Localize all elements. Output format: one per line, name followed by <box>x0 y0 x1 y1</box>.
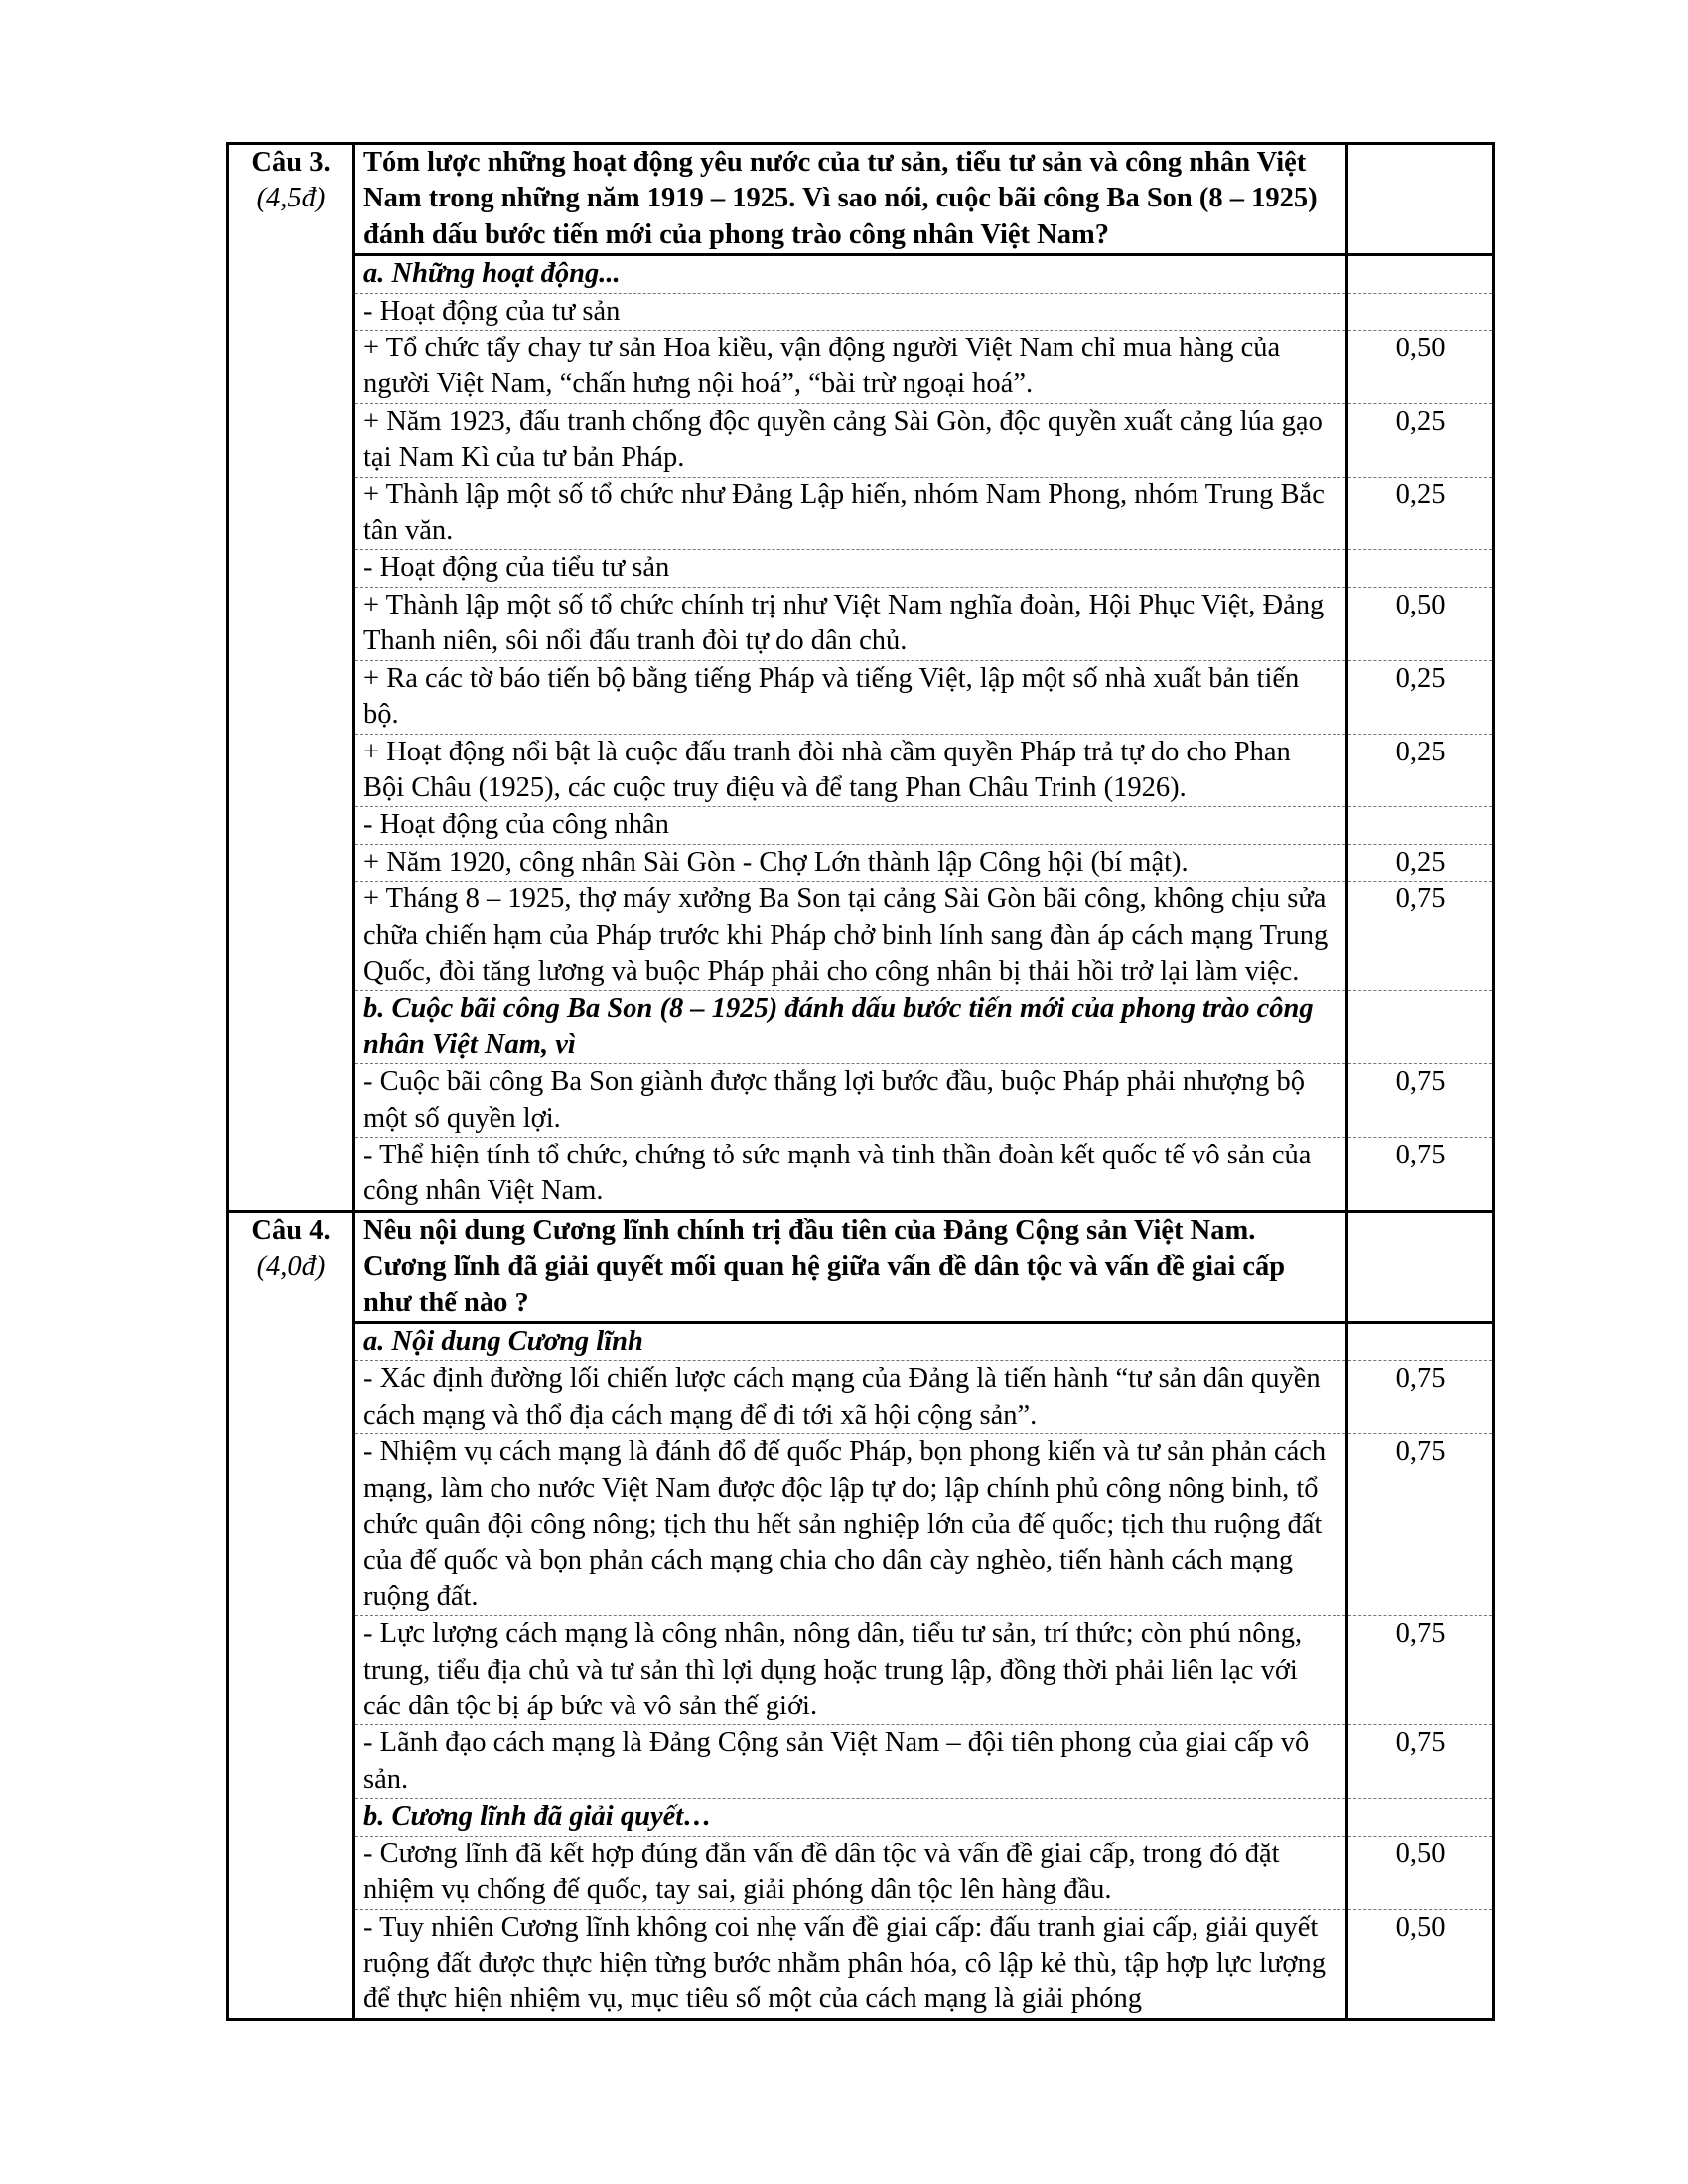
score-value: 0,75 <box>1347 1137 1494 1211</box>
answer-row <box>228 477 1494 550</box>
score-value: 0,25 <box>1347 844 1494 881</box>
question-score-cell <box>1347 1211 1494 1322</box>
answer-text: - Hoạt động của tiểu tư sản <box>354 550 1347 587</box>
score-value: 0,25 <box>1347 403 1494 477</box>
answer-row <box>228 331 1494 404</box>
score-value: 0,75 <box>1347 1434 1494 1616</box>
answer-row <box>228 734 1494 807</box>
score-value: 0,50 <box>1347 1909 1494 2019</box>
question-label: Câu 4. <box>251 1214 331 1246</box>
answer-text: + Ra các tờ báo tiến bộ bằng tiếng Pháp và tiếng Việt, lập một số nhà xuất bản tiến bộ. <box>354 660 1347 734</box>
answer-row <box>228 1361 1494 1434</box>
score-value: 0,75 <box>1347 1725 1494 1799</box>
score-value: 0,25 <box>1347 660 1494 734</box>
section-heading: b. Cương lĩnh đã giải quyết… <box>354 1799 1347 1836</box>
question-row <box>228 1211 1494 1322</box>
answer-text: - Cương lĩnh đã kết hợp đúng đắn vấn đề dân tộc và vấn đề giai cấp, trong đó đặt nhiệm vụ chống đế quốc, tay sai, giải phóng dân tộc lên hàng đầu. <box>354 1836 1347 1909</box>
answer-text: - Hoạt động của tư sản <box>354 293 1347 330</box>
answer-text: + Năm 1920, công nhân Sài Gòn - Chợ Lớn thành lập Công hội (bí mật). <box>354 844 1347 881</box>
answer-row <box>228 844 1494 881</box>
answer-row <box>228 660 1494 734</box>
score-value <box>1347 550 1494 587</box>
score-value <box>1347 1323 1494 1361</box>
section-heading: b. Cuộc bãi công Ba Son (8 – 1925) đánh dấu bước tiến mới của phong trào công nhân Việt Nam, vì <box>354 991 1347 1064</box>
answer-text: - Tuy nhiên Cương lĩnh không coi nhẹ vấn đề giai cấp: đấu tranh giai cấp, giải quyết ruộng đất được thực hiện từng bước nhằm phân hóa, cô lập kẻ thù, tập hợp lực lượng để thực hiện nhiệm vụ, mục tiêu số một của cách mạng là giải phóng <box>354 1909 1347 2019</box>
question-score-cell <box>1347 144 1494 255</box>
answer-text: - Xác định đường lối chiến lược cách mạng của Đảng là tiến hành “tư sản dân quyền cách mạng và thổ địa cách mạng để đi tới xã hội cộng sản”. <box>354 1361 1347 1434</box>
question-row <box>228 144 1494 255</box>
score-value: 0,75 <box>1347 1616 1494 1725</box>
answer-row <box>228 1434 1494 1616</box>
answer-text: - Cuộc bãi công Ba Son giành được thắng lợi bước đầu, buộc Pháp phải nhượng bộ một số quyền lợi. <box>354 1064 1347 1138</box>
answer-row <box>228 882 1494 991</box>
section-heading: a. Những hoạt động... <box>354 255 1347 293</box>
answer-row <box>228 1064 1494 1138</box>
answer-key-body <box>228 144 1494 2020</box>
answer-key-table <box>226 142 1495 2021</box>
score-value: 0,75 <box>1347 1064 1494 1138</box>
answer-text: + Thành lập một số tổ chức như Đảng Lập hiến, nhóm Nam Phong, nhóm Trung Bắc tân văn. <box>354 477 1347 550</box>
answer-text: - Hoạt động của công nhân <box>354 807 1347 844</box>
answer-text: - Lãnh đạo cách mạng là Đảng Cộng sản Việt Nam – đội tiên phong của giai cấp vô sản. <box>354 1725 1347 1799</box>
question-number-cell <box>228 144 354 1212</box>
question-label: Câu 3. <box>251 147 331 178</box>
answer-row <box>228 587 1494 660</box>
score-value <box>1347 1799 1494 1836</box>
section-heading: a. Nội dung Cương lĩnh <box>354 1323 1347 1361</box>
answer-row <box>228 807 1494 844</box>
answer-text: + Năm 1923, đấu tranh chống độc quyền cảng Sài Gòn, độc quyền xuất cảng lúa gạo tại Nam Kì của tư bản Pháp. <box>354 403 1347 477</box>
answer-text: - Nhiệm vụ cách mạng là đánh đổ đế quốc Pháp, bọn phong kiến và tư sản phản cách mạng, làm cho nước Việt Nam được độc lập tự do; lập chính phủ công nông binh, tổ chức quân đội công nông; tịch thu hết sản nghiệp lớn của đế quốc; tịch thu ruộng đất của đế quốc và bọn phản cách mạng chia cho dân cày nghèo, tiến hành cách mạng ruộng đất. <box>354 1434 1347 1616</box>
answer-row <box>228 1909 1494 2019</box>
answer-key-page <box>226 142 1492 2021</box>
answer-row <box>228 1616 1494 1725</box>
score-value: 0,75 <box>1347 882 1494 991</box>
score-value <box>1347 255 1494 293</box>
answer-text: + Tổ chức tẩy chay tư sản Hoa kiều, vận động người Việt Nam chỉ mua hàng của người Việt Nam, “chấn hưng nội hoá”, “bài trừ ngoại hoá”. <box>354 331 1347 404</box>
section-heading-row <box>228 1323 1494 1361</box>
answer-row <box>228 403 1494 477</box>
section-heading-row <box>228 255 1494 293</box>
question-number-cell <box>228 1211 354 2019</box>
score-value <box>1347 293 1494 330</box>
score-value <box>1347 991 1494 1064</box>
section-heading-row <box>228 991 1494 1064</box>
answer-text: + Tháng 8 – 1925, thợ máy xưởng Ba Son tại cảng Sài Gòn bãi công, không chịu sửa chữa chiến hạm của Pháp trước khi Pháp chở binh lính sang đàn áp cách mạng Trung Quốc, đòi tăng lương và buộc Pháp phải cho công nhân bị thải hồi trở lại làm việc. <box>354 882 1347 991</box>
answer-row <box>228 1725 1494 1799</box>
answer-text: + Hoạt động nổi bật là cuộc đấu tranh đòi nhà cầm quyền Pháp trả tự do cho Phan Bội Châu (1925), các cuộc truy điệu và để tang Phan Châu Trinh (1926). <box>354 734 1347 807</box>
answer-row <box>228 293 1494 330</box>
answer-row <box>228 1137 1494 1211</box>
score-value <box>1347 807 1494 844</box>
score-value: 0,25 <box>1347 734 1494 807</box>
answer-row <box>228 1836 1494 1909</box>
score-value: 0,25 <box>1347 477 1494 550</box>
question-points: (4,5đ) <box>256 183 326 214</box>
score-value: 0,75 <box>1347 1361 1494 1434</box>
answer-row <box>228 550 1494 587</box>
question-text: Tóm lược những hoạt động yêu nước của tư sản, tiểu tư sản và công nhân Việt Nam trong những năm 1919 – 1925. Vì sao nói, cuộc bãi công Ba Son (8 – 1925) đánh dấu bước tiến mới của phong trào công nhân Việt Nam? <box>354 144 1347 255</box>
answer-text: - Thể hiện tính tổ chức, chứng tỏ sức mạnh và tinh thần đoàn kết quốc tế vô sản của công nhân Việt Nam. <box>354 1137 1347 1211</box>
score-value: 0,50 <box>1347 1836 1494 1909</box>
score-value: 0,50 <box>1347 331 1494 404</box>
question-points: (4,0đ) <box>256 1251 326 1283</box>
score-value: 0,50 <box>1347 587 1494 660</box>
section-heading-row <box>228 1799 1494 1836</box>
question-text: Nêu nội dung Cương lĩnh chính trị đầu tiên của Đảng Cộng sản Việt Nam. Cương lĩnh đã giải quyết mối quan hệ giữa vấn đề dân tộc và vấn đề giai cấp như thế nào ? <box>354 1211 1347 1322</box>
answer-text: - Lực lượng cách mạng là công nhân, nông dân, tiểu tư sản, trí thức; còn phú nông, trung, tiểu địa chủ và tư sản thì lợi dụng hoặc trung lập, đồng thời phải liên lạc với các dân tộc bị áp bức và vô sản thế giới. <box>354 1616 1347 1725</box>
answer-text: + Thành lập một số tổ chức chính trị như Việt Nam nghĩa đoàn, Hội Phục Việt, Đảng Thanh niên, sôi nổi đấu tranh đòi tự do dân chủ. <box>354 587 1347 660</box>
